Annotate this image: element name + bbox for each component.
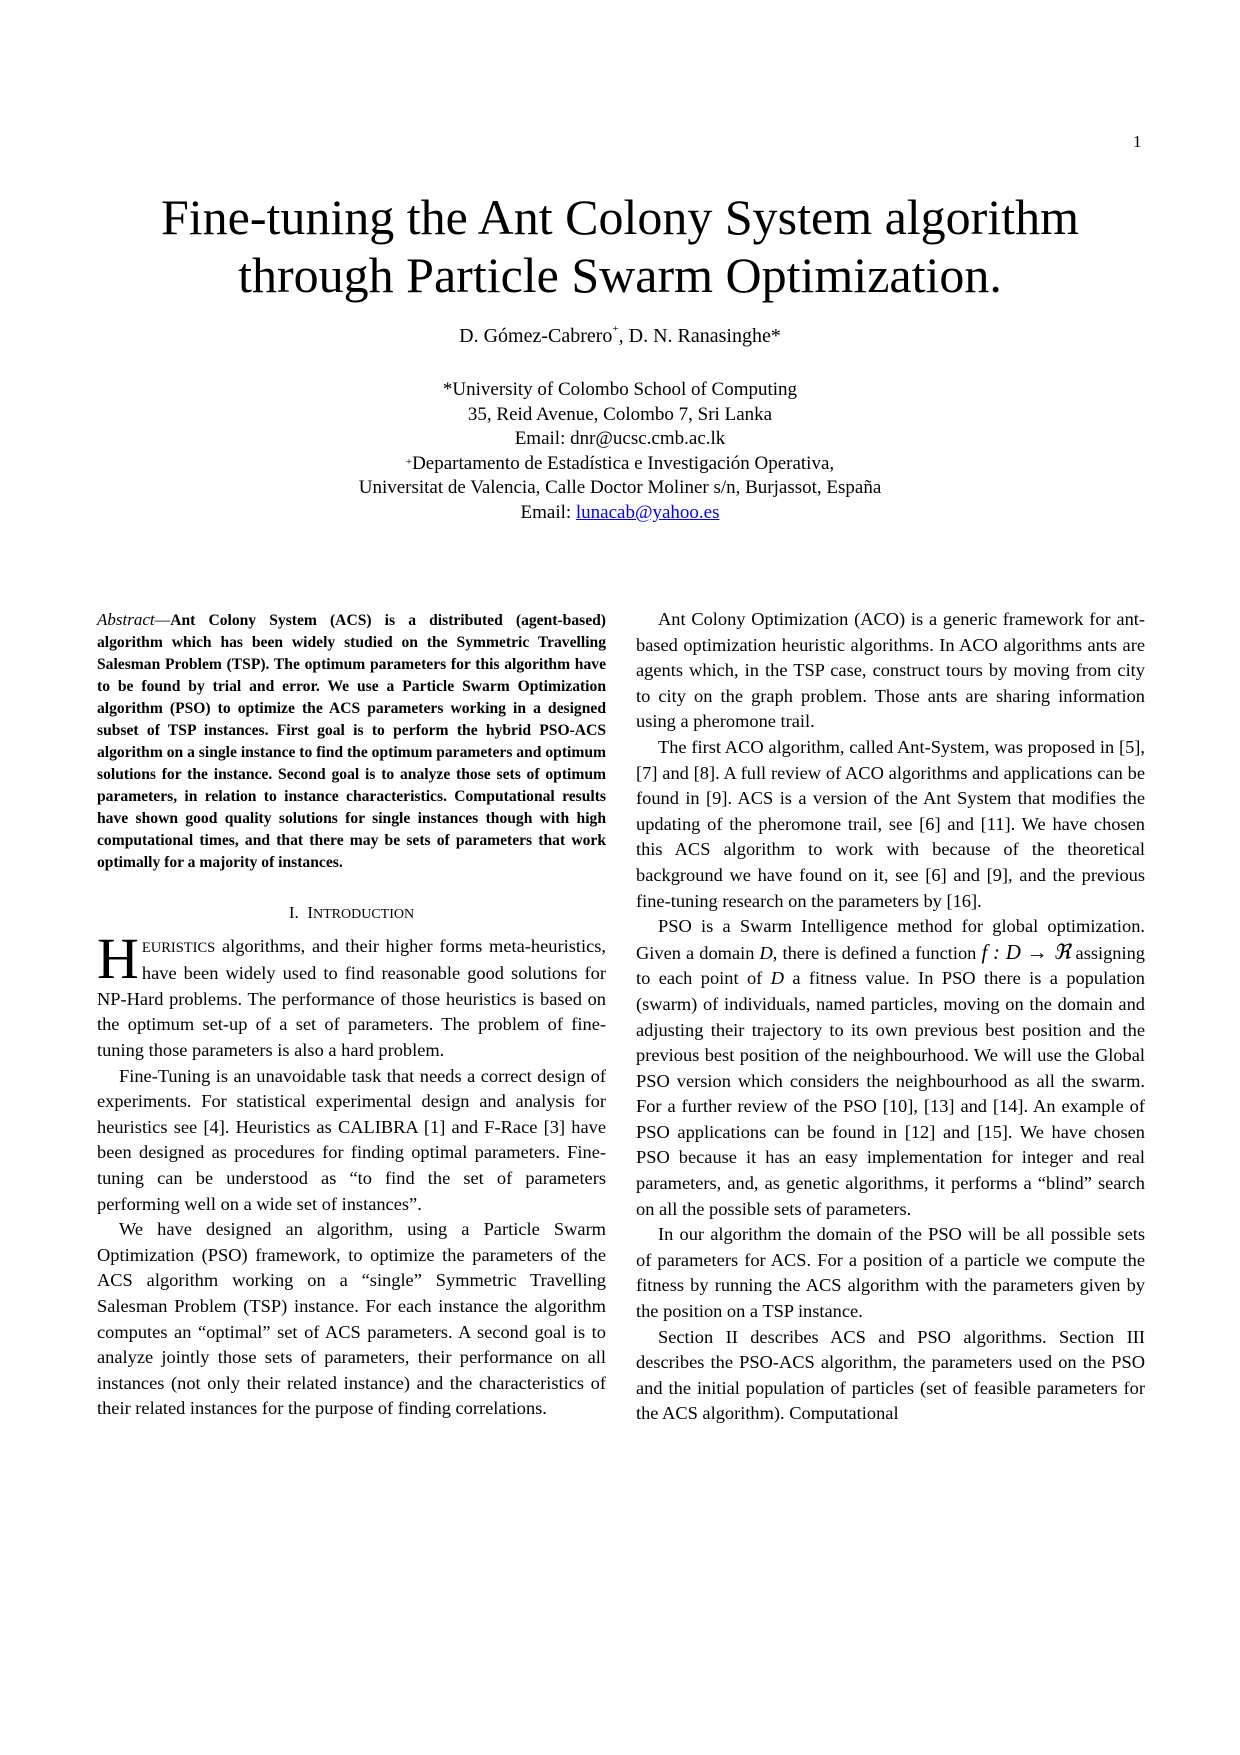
- paragraph: Ant Colony Optimization (ACO) is a generic framework for ant-based optimization heuristic algorithms. In ACO algorithms ants are agents which, in the TSP case, construct tours by moving from city to city on the graph problem. Those ants are sharing information using a pheromone trail.: [636, 609, 1145, 732]
- author-2: D. N. Ranasinghe*: [628, 325, 781, 347]
- affiliations: [0, 378, 1240, 526]
- affiliation-line: Universitat de Valencia, Calle Doctor Moliner s/n, Burjassot, España: [358, 477, 882, 499]
- authors: [0, 325, 1240, 348]
- math-formula: f : D → ℜ: [981, 939, 1071, 964]
- affiliation-email: Email: dnr@ucsc.cmb.ac.lk: [514, 428, 726, 450]
- paper-title: [0, 188, 1240, 304]
- affiliation-email: [0, 501, 1240, 526]
- page-number: 1: [1133, 132, 1142, 151]
- abstract: [97, 609, 606, 874]
- small-caps-word: EURISTICS: [141, 939, 216, 956]
- drop-cap: H: [97, 925, 139, 991]
- math-symbol: D: [770, 968, 784, 989]
- affiliation-line: [0, 452, 1240, 477]
- paragraph: [97, 925, 606, 1064]
- math-symbol: D: [759, 942, 773, 963]
- paragraph-text: assigning to each point of: [636, 942, 1146, 989]
- paragraph: Section II describes ACS and PSO algorithms. Section III describes the PSO-ACS algorithm, the parameters used on the PSO and the initial population of particles (set of feasible parameters for the ACS algorithm). Computational: [636, 1326, 1145, 1424]
- paragraph: The first ACO algorithm, called Ant-System, was proposed in [5], [7] and [8]. A full review of ACO algorithms and applications can be found in [9]. ACS is a version of the Ant System that modifies the updating of the pheromone trail, see [6] and [11]. We have chosen this ACS algorithm to work with because of the theoretical background we have found on it, see [6] and [9], and the previous fine-tuning research on the parameters by [16].: [636, 736, 1145, 911]
- title-line: Fine-tuning the Ant Colony System algorithm: [160, 189, 1080, 245]
- paragraph-text: , there is defined a function: [772, 942, 982, 963]
- email-label: Email:: [520, 501, 576, 523]
- right-column: [636, 607, 1145, 1427]
- abstract-dash: —: [154, 612, 171, 629]
- section-heading: [97, 900, 606, 928]
- section-number: I.: [288, 903, 299, 922]
- paragraph: Fine-Tuning is an unavoidable task that needs a correct design of experiments. For statistical experimental design and analysis for heuristics see [4]. Heuristics as CALIBRA [1] and F-Race [3] have been designed as procedures for finding optimal parameters. Fine-tuning can be understood as “to find the set of parameters performing well on a wide set of instances”.: [97, 1065, 606, 1214]
- paragraph: In our algorithm the domain of the PSO will be all possible sets of parameters for ACS. For a position of a particle we compute the fitness by running the ACS algorithm with the parameters given by the position on a TSP instance.: [636, 1224, 1145, 1322]
- title-line: through Particle Swarm Optimization.: [238, 247, 1002, 303]
- affiliation-mark: +: [612, 323, 619, 335]
- abstract-text: Ant Colony System (ACS) is a distributed (agent-based) algorithm which has been widely studied on the Symmetric Travelling Salesman Problem (TSP). The optimum parameters for this algorithm have to be found by trial and error. We use a Particle Swarm Optimization algorithm (PSO) to optimize the ACS parameters working in a designed subset of TSP instances. First goal is to perform the hybrid PSO-ACS algorithm on a single instance to find the optimum parameters and optimum solutions for the instance. Second goal is to analyze those sets of optimum parameters, in relation to instance characteristics. Computational results have shown good quality solutions for single instances though with high computational times, and that there may be sets of parameters that work optimally for a majority of instances.: [97, 612, 606, 871]
- affiliation-mark: +: [405, 455, 413, 468]
- abstract-label: Abstract: [97, 610, 155, 629]
- affiliation-line: 35, Reid Avenue, Colombo 7, Sri Lanka: [467, 403, 773, 425]
- author-1: D. Gómez-Cabrero: [459, 325, 613, 347]
- paragraph-text: a fitness value. In PSO there is a population (swarm) of individuals, named particles, moving on the domain and adjusting their trajectory to its own previous best position and the previous best position of the neighbourhood. We will use the Global PSO version which considers the neighbourhood as all the swarm. For a further review of the PSO [10], [13] and [14]. An example of PSO applications can be found in [12] and [15]. We have chosen PSO because it has an easy implementation for integer and real parameters, and, as genetic algorithms, it performs a “blind” search on all the possible sets of parameters.: [636, 968, 1145, 1219]
- paragraph: We have designed an algorithm, using a Particle Swarm Optimization (PSO) framework, to optimize the parameters of the ACS algorithm working on a “single” Symmetric Travelling Salesman Problem (TSP) instance. For each instance the algorithm computes an “optimal” set of ACS parameters. A second goal is to analyze jointly those sets of parameters, their performance on all instances (not only their related instance) and the characteristics of their related instances for the purpose of finding correlations.: [97, 1219, 606, 1419]
- affiliation-line: *University of Colombo School of Computing: [442, 379, 798, 400]
- section-title: NTRODUCTION: [312, 907, 415, 922]
- email-link[interactable]: lunacab@yahoo.es: [575, 501, 720, 523]
- paragraph-text: PSO is a Swarm Intelligence method for global optimization. Given a domain: [636, 916, 1145, 963]
- section-title-initial: I: [307, 903, 313, 922]
- affiliation-text: Departamento de Estadística e Investigación Operativa,: [412, 452, 835, 474]
- left-column: [97, 609, 606, 1422]
- paragraph-text: algorithms, and their higher forms meta-heuristics, have been widely used to find reasonable good solutions for NP-Hard problems. The performance of those heuristics is based on the optimum set-up of a set of parameters. The problem of fine-tuning those parameters is also a hard problem.: [97, 935, 606, 1060]
- paragraph: [636, 914, 1145, 1222]
- author-separator: ,: [618, 325, 629, 347]
